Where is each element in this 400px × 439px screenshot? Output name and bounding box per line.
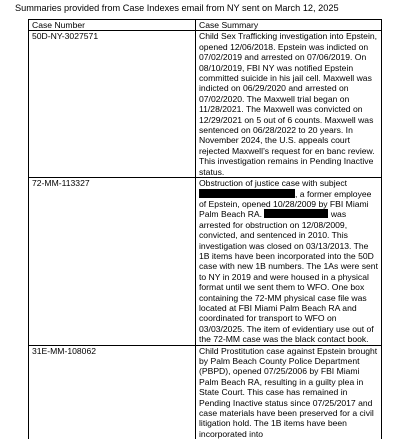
case-index-table <box>28 19 382 439</box>
table-row <box>29 178 382 346</box>
case-number-cell: 50D-NY-3027571 <box>29 31 196 178</box>
summary-text-part: was arrested for obstruction on 12/08/2009, convicted, and sentenced in 2010. This investigation was closed on 03/13/2013. The 1B items have been incorporated into the 50D case with new 1B numbers. The 1As were sent to NY in 2019 and were housed in a physical format until we sent them to WFO. One box containing the 72-MM physical case file was located at FBI Miami Palm Beach RA and coordinated for transport to WFO on 03/03/2025. The item of evidentiary use out of the 72-MM case was the black contact book. <box>199 209 378 345</box>
document-heading: Summaries provided from Case Indexes email from NY sent on March 12, 2025 <box>15 3 339 13</box>
summary-text-part: Obstruction of justice case with subject <box>199 178 348 189</box>
table-header-row <box>29 20 382 31</box>
table-row <box>29 345 382 439</box>
case-summary-cell: Child Sex Trafficking investigation into Epstein, opened 12/06/2018. Epstein was indicted on 07/02/2019 and arrested on 07/06/2019. On 08/10/2019, FBI NY was notified Epstein committed suicide in his jail cell. Maxwell was indicted on 06/29/2020 and arrested on 07/02/2020. The Maxwell trial began on 11/28/2021. The Maxwell was convicted on 12/29/2021 on 5 out of 6 counts. Maxwell was sentenced on 06/28/2022 to 20 years. In November 2024, the U.S. appeals court rejected Maxwell’s request for en banc review. This investigation remains in Pending Inactive status. <box>196 31 382 178</box>
summary-text-part: , a former employee of Epstein, opened 10/28/2009 by FBI Miami Palm Beach RA. <box>199 188 372 220</box>
column-header-case-summary: Case Summary <box>196 20 382 31</box>
column-header-case-number: Case Number <box>29 20 196 31</box>
table-row <box>29 31 382 178</box>
redaction-block <box>264 209 328 218</box>
redaction-block <box>199 189 295 198</box>
case-number-cell: 31E-MM-108062 <box>29 345 196 439</box>
case-number-cell: 72-MM-113327 <box>29 178 196 346</box>
case-summary-cell <box>196 178 382 346</box>
case-summary-cell: Child Prostitution case against Epstein brought by Palm Beach County Police Department (PBPD), opened 07/25/2006 by FBI Miami Palm Beach RA, resulting in a guilty plea in State Court. This case has remained in Pending Inactive status since 07/25/2017 and case materials have been preserved for a civil litigation hold. The 1B items have been incorporated into <box>196 345 382 439</box>
